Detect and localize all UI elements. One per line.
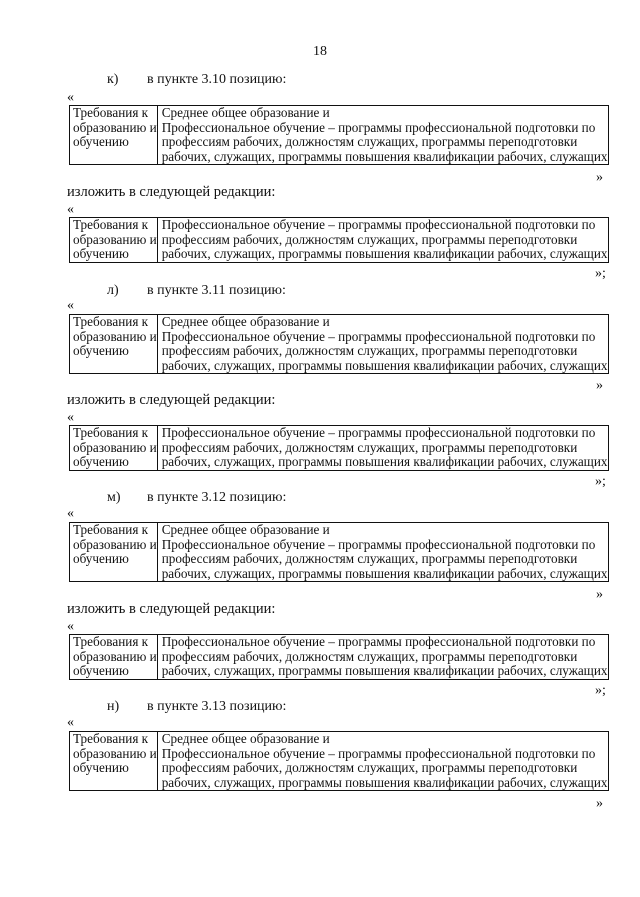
close-quote: » xyxy=(596,170,603,185)
section-text: в пункте 3.10 позицию: xyxy=(147,72,287,87)
open-quote: « xyxy=(67,202,74,217)
content-cell: Среднее общее образование и Профессиональное обучение – программы профессиональной подготовки по профессиям рабочих, должностям служащих, программы переподготовки рабочих, служащих, программы повышения квалификации рабочих, служащих xyxy=(161,105,608,164)
section-text: в пункте 3.11 позицию: xyxy=(147,283,286,298)
label-cell: Требования к образованию и обучению xyxy=(70,635,158,680)
content-cell: Среднее общее образование и Профессиональное обучение – программы профессиональной подготовки по профессиям рабочих, должностям служащих, программы переподготовки рабочих, служащих, программы повышения квалификации рабочих, служащих xyxy=(161,522,608,581)
label-cell: Требования к образованию и обучению xyxy=(70,106,158,165)
new-position-table xyxy=(69,425,609,471)
label-cell: Требования к образованию и обучению xyxy=(70,426,158,471)
content-cell: Профессиональное обучение – программы профессиональной подготовки по профессиям рабочих, должностям служащих, программы переподготовки рабочих, служащих, программы повышения квалификации рабочих, служащих xyxy=(161,634,608,679)
label-cell: Требования к образованию и обучению xyxy=(70,732,158,791)
replace-phrase: изложить в следующей редакции: xyxy=(67,184,276,200)
section-letter: к) xyxy=(107,72,119,87)
open-quote: « xyxy=(67,715,74,730)
section-letter: н) xyxy=(107,699,120,714)
close-quote-semicolon: »; xyxy=(595,474,606,489)
section-heading-n xyxy=(107,699,507,717)
close-quote: » xyxy=(596,796,603,811)
open-quote: « xyxy=(67,410,74,425)
replace-phrase: изложить в следующей редакции: xyxy=(67,392,276,408)
open-quote: « xyxy=(67,90,74,105)
section-text: в пункте 3.12 позицию: xyxy=(147,490,287,505)
close-quote: » xyxy=(596,378,603,393)
label-cell: Требования к образованию и обучению xyxy=(70,218,158,263)
page-number: 18 xyxy=(313,44,327,59)
old-position-table xyxy=(69,522,609,582)
section-text: в пункте 3.13 позицию: xyxy=(147,699,287,714)
section-heading-m xyxy=(107,490,507,508)
section-letter: л) xyxy=(107,283,119,298)
old-position-table xyxy=(69,731,609,791)
old-position-table xyxy=(69,314,609,374)
section-heading-l xyxy=(107,283,507,301)
section-letter: м) xyxy=(107,490,121,505)
content-cell: Среднее общее образование и Профессиональное обучение – программы профессиональной подготовки по профессиям рабочих, должностям служащих, программы переподготовки рабочих, служащих, программы повышения квалификации рабочих, служащих xyxy=(161,731,608,790)
open-quote: « xyxy=(67,298,74,313)
new-position-table xyxy=(69,634,609,680)
content-cell: Профессиональное обучение – программы профессиональной подготовки по профессиям рабочих, должностям служащих, программы переподготовки рабочих, служащих, программы повышения квалификации рабочих, служащих xyxy=(161,217,608,262)
open-quote: « xyxy=(67,619,74,634)
label-cell: Требования к образованию и обучению xyxy=(70,315,158,374)
content-cell: Профессиональное обучение – программы профессиональной подготовки по профессиям рабочих, должностям служащих, программы переподготовки рабочих, служащих, программы повышения квалификации рабочих, служащих xyxy=(161,425,608,470)
new-position-table xyxy=(69,217,609,263)
open-quote: « xyxy=(67,506,74,521)
close-quote-semicolon: »; xyxy=(595,683,606,698)
label-cell: Требования к образованию и обучению xyxy=(70,523,158,582)
section-heading-k xyxy=(107,72,507,90)
old-position-table xyxy=(69,105,609,165)
content-cell: Среднее общее образование и Профессиональное обучение – программы профессиональной подготовки по профессиям рабочих, должностям служащих, программы переподготовки рабочих, служащих, программы повышения квалификации рабочих, служащих xyxy=(161,314,608,373)
replace-phrase: изложить в следующей редакции: xyxy=(67,601,276,617)
close-quote: » xyxy=(596,587,603,602)
close-quote-semicolon: »; xyxy=(595,266,606,281)
